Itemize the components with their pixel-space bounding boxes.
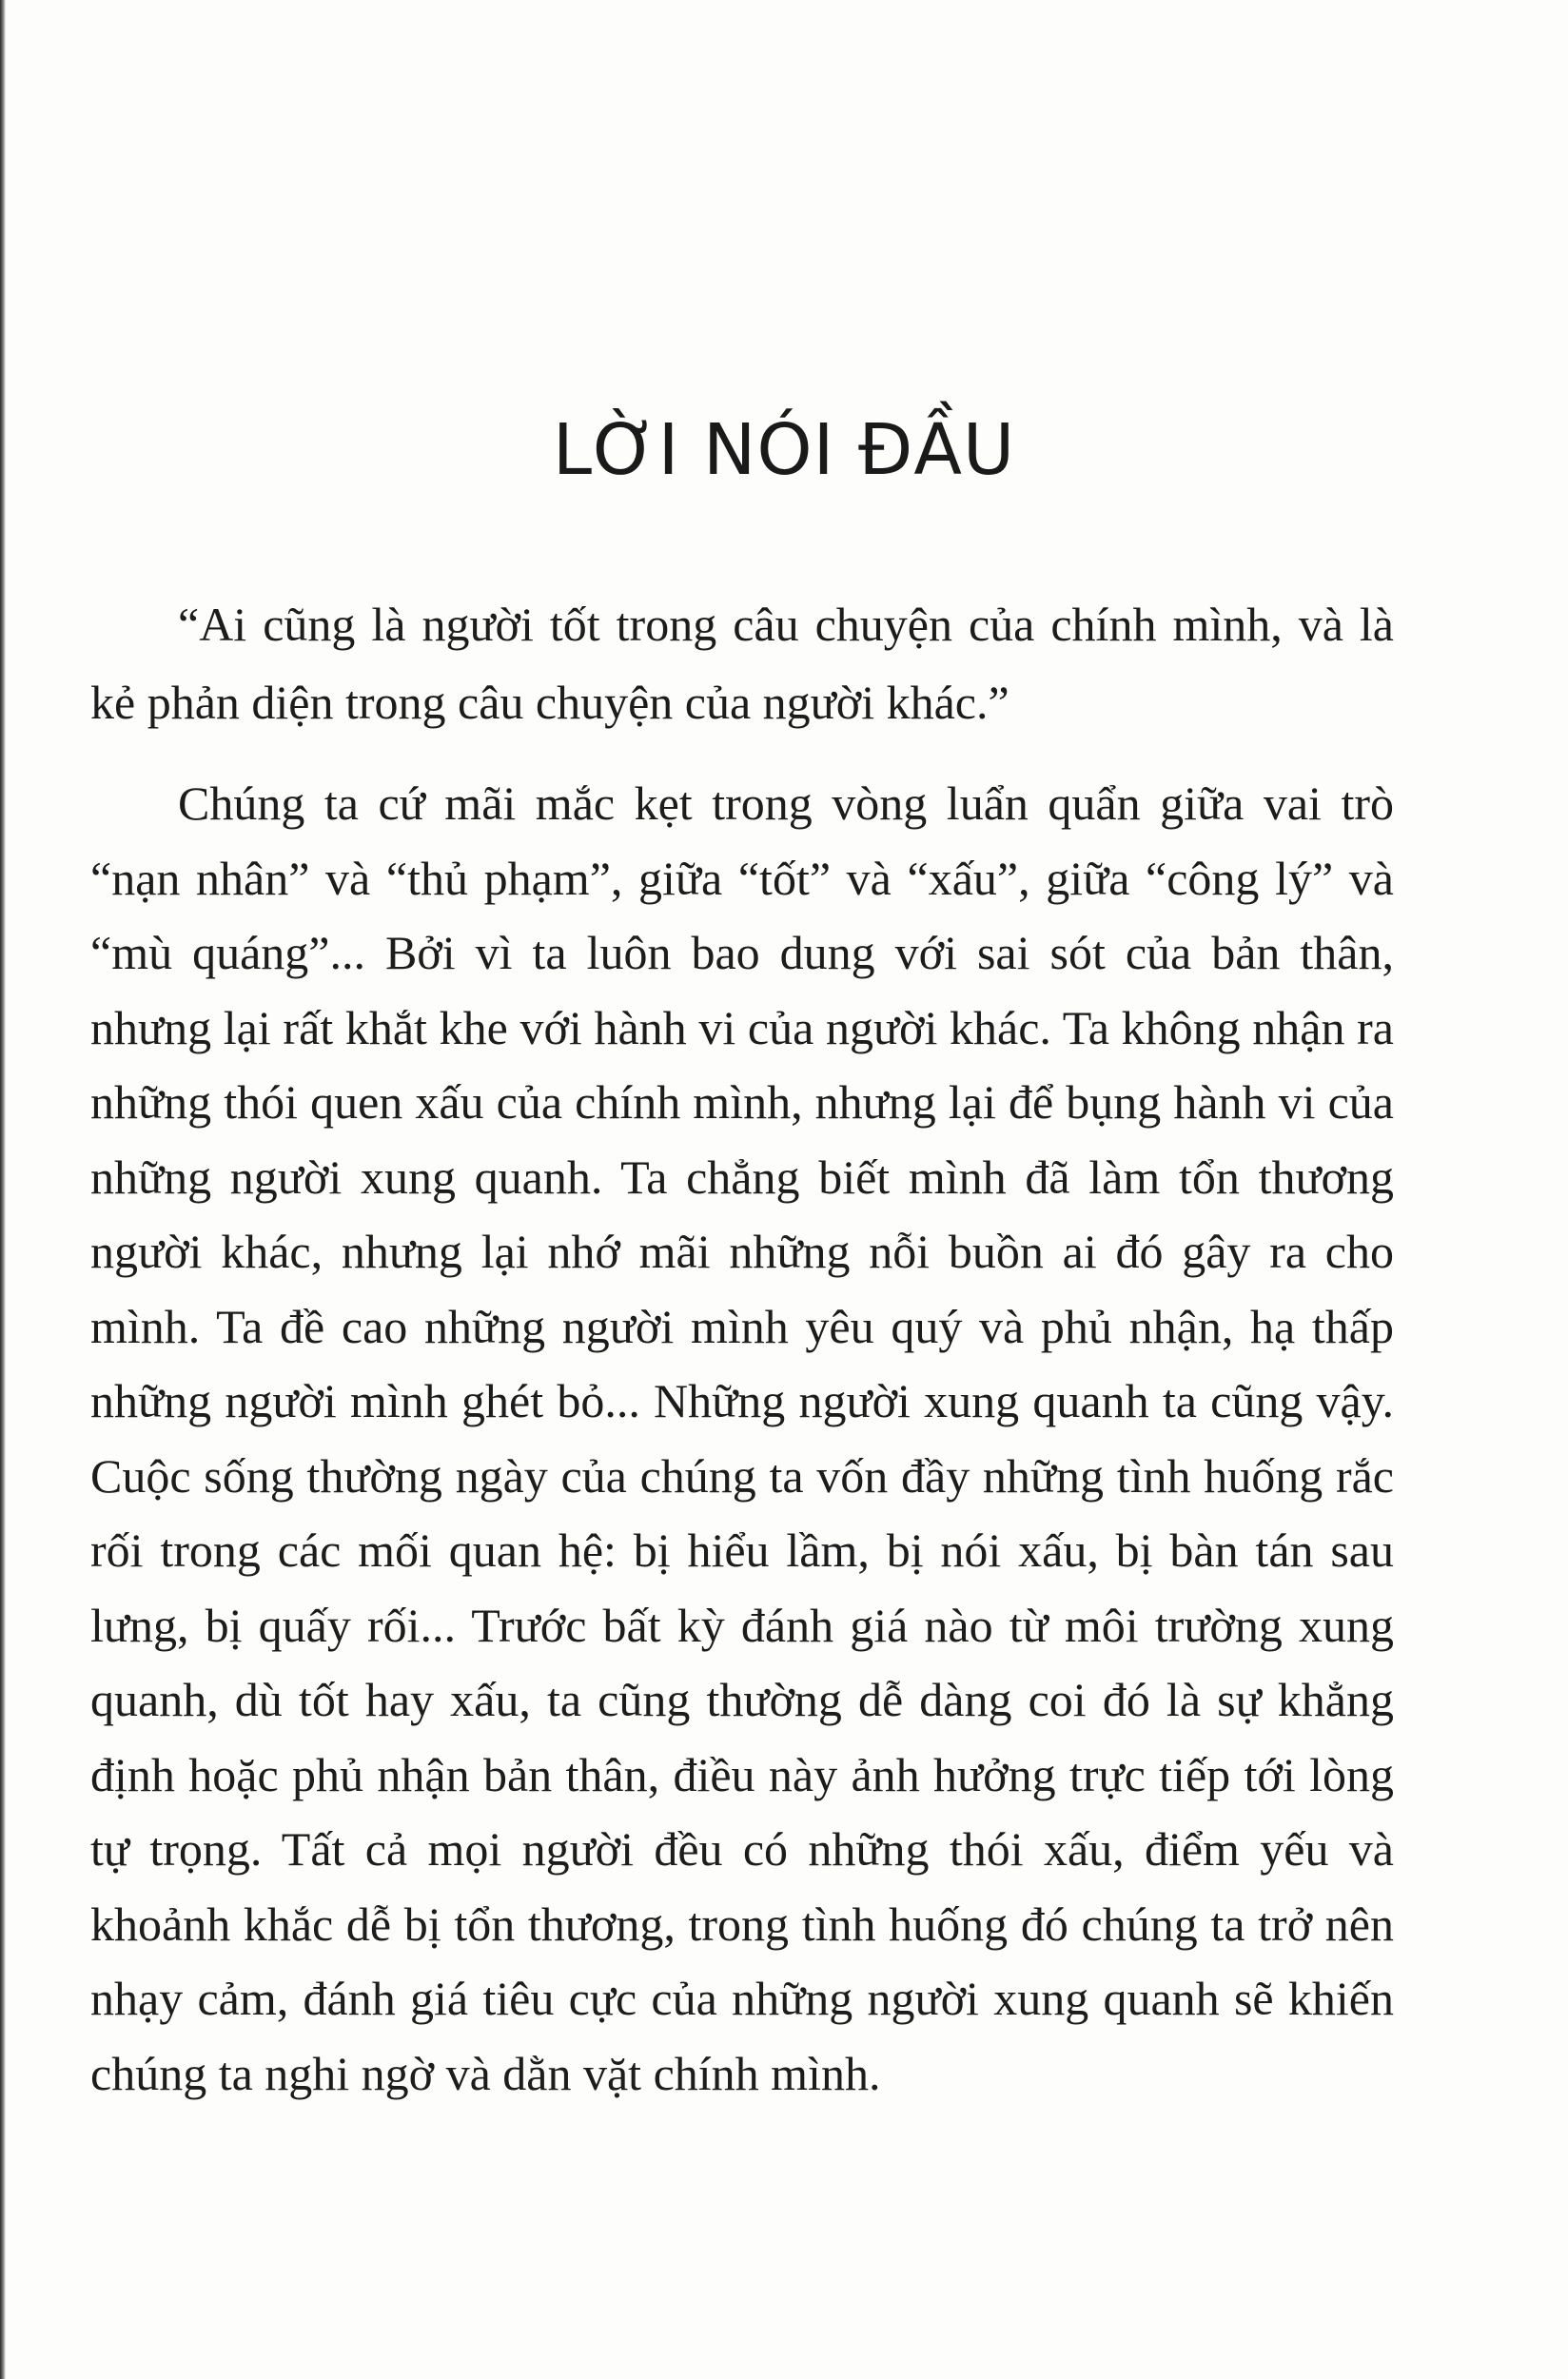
page-binding-edge [0,0,6,2379]
chapter-title: LỜI NÓI ĐẦU [552,409,1016,491]
body-paragraph: Chúng ta cứ mãi mắc kẹt trong vòng luẩn quẩn giữa vai trò “nạn nhân” và “thủ phạm”, giữa “tốt” và “xấu”, giữa “công lý” và “mù quáng”... Bởi vì ta luôn bao dung với sai sót của bản thân, nhưng lại rất khắt khe với hành vi của người khác. Ta không nhận ra những thói quen xấu của chính mình, nhưng lại để bụng hành vi của những người xung quanh. Ta chẳng biết mình đã làm tổn thương người khác, nhưng lại nhớ mãi những nỗi buồn ai đó gây ra cho mình. Ta đề cao những người mình yêu quý và phủ nhận, hạ thấp những người mình ghét bỏ... Những người xung quanh ta cũng vậy. Cuộc sống thường ngày của chúng ta vốn đầy những tình huống rắc rối trong các mối quan hệ: bị hiểu lầm, bị nói xấu, bị bàn tán sau lưng, bị quấy rối... Trước bất kỳ đánh giá nào từ môi trường xung quanh, dù tốt hay xấu, ta cũng thường dễ dàng coi đó là sự khẳng định hoặc phủ nhận bản thân, điều này ảnh hưởng trực tiếp tới lòng tự trọng. Tất cả mọi người đều có những thói xấu, điểm yếu và khoảnh khắc dễ bị tổn thương, trong tình huống đó chúng ta trở nên nhạy cảm, đánh giá tiêu cực của những người xung quanh sẽ khiến chúng ta nghi ngờ và dằn vặt chính mình. [90,777,1394,2100]
epigraph-quote: “Ai cũng là người tốt trong câu chuyện của chính mình, và là kẻ phản diện trong câu chuyện của người khác.” [90,598,1394,729]
